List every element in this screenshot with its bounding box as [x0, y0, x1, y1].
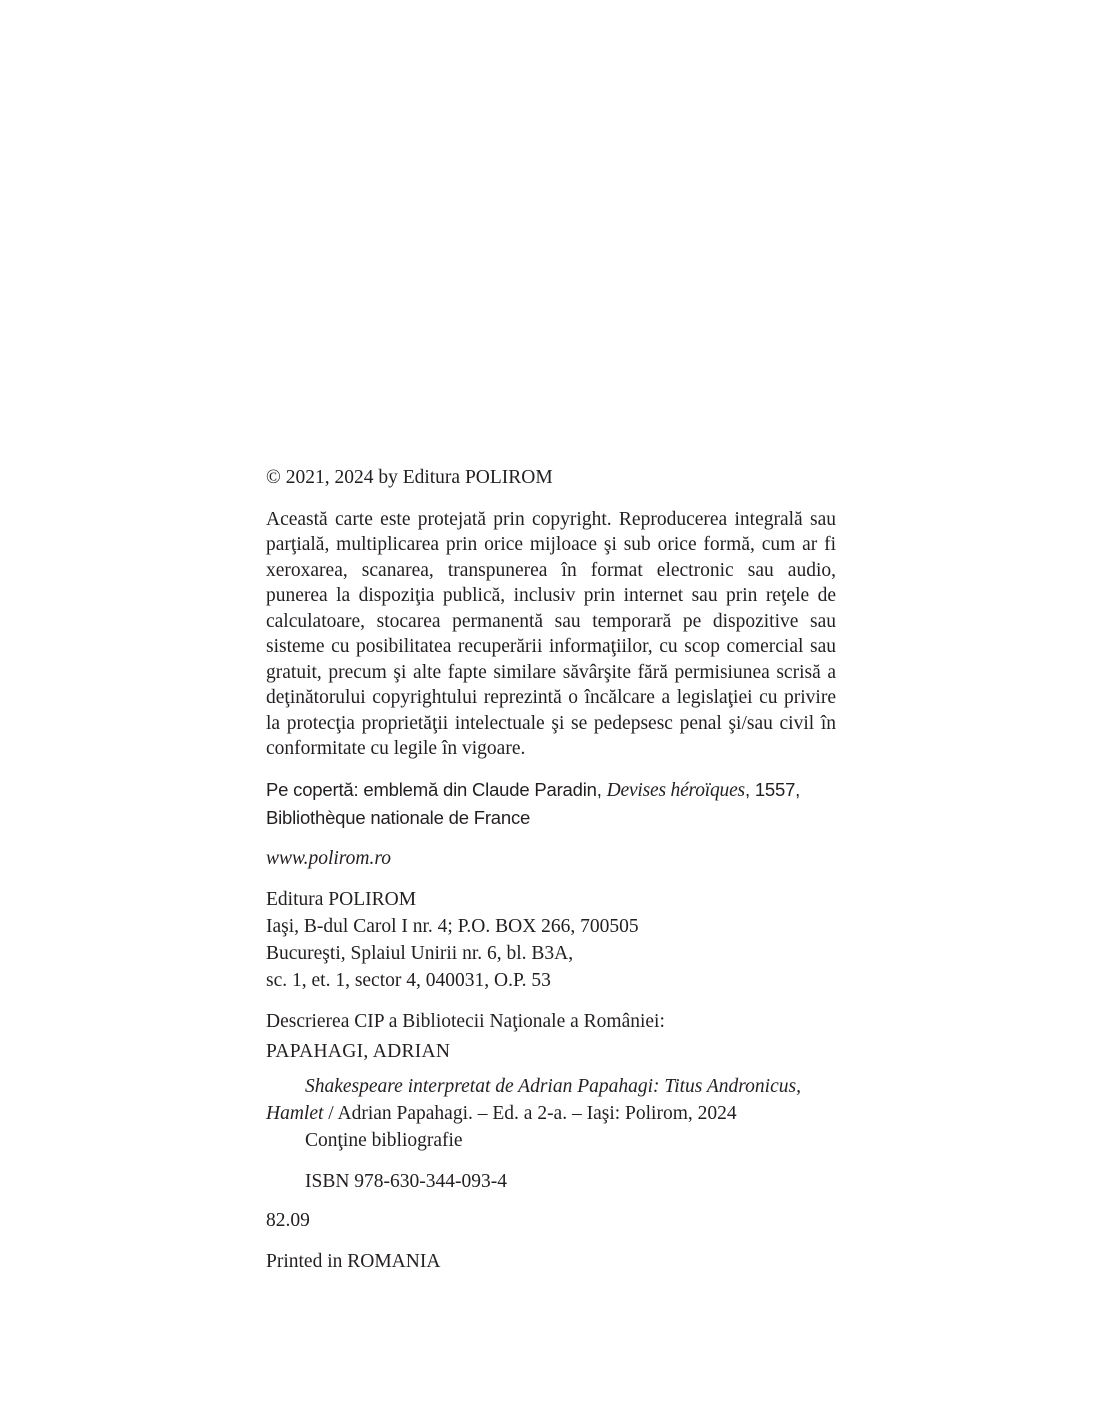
isbn: ISBN 978-630-344-093-4 [305, 1170, 508, 1192]
address-iasi: Iaşi, B-dul Carol I nr. 4; P.O. BOX 266, 700505 [266, 916, 639, 937]
cover-credit [266, 776, 836, 831]
printed-in: Printed in ROMANIA [266, 1250, 441, 1272]
cip-note: Conţine bibliografie [305, 1129, 463, 1151]
rights-notice: Această carte este protejată prin copyright. Reproducerea integrală sau parţială, multiplicarea prin orice mijloace şi sub orice formă, cum ar fi xeroxarea, scanarea, transpunerea în format electronic sau audio, punerea la dispoziţia publică, inclusiv prin internet sau prin reţele de calculatoare, stocarea permanentă sau temporară pe dispozitive sau sisteme cu posibilitatea recuperării informaţiilor, cu scop comercial sau gratuit, precum şi alte fapte similare săvârşite fără permisiunea scrisă a deţinătorului copyrightului reprezintă o încălcare a legislaţiei cu privire la protecţia proprietăţii intelectuale şi se pedepsesc penal şi/sau civil în conformitate cu legile în vigoare. [266, 508, 836, 759]
copyright-notice: © 2021, 2024 by Editura POLIROM [266, 467, 553, 488]
publisher-name: Editura POLIROM [266, 889, 417, 910]
cip-title-hamlet: Hamlet [266, 1102, 324, 1124]
publisher-address-block [266, 886, 836, 994]
cip-title-rest: / Adrian Papahagi. – Ed. a 2-a. – Iaşi: Polirom, 2024 [323, 1102, 737, 1124]
address-bucuresti-line1: Bucureşti, Splaiul Unirii nr. 6, bl. B3A, [266, 943, 574, 964]
copyright-page [266, 465, 836, 1274]
address-bucuresti-line2: sc. 1, et. 1, sector 4, 040031, O.P. 53 [266, 970, 551, 991]
cover-credit-suffix: , 1557, [744, 778, 801, 800]
cip-heading: Descrierea CIP a Bibliotecii Naţionale a României: [266, 1011, 665, 1032]
cover-credit-prefix: Pe copertă: emblemă din Claude Paradin, [266, 778, 607, 800]
cover-credit-source: Bibliothèque nationale de France [266, 806, 531, 828]
cover-credit-work: Devises héroïques [606, 779, 745, 801]
publisher-website: www.polirom.ro [266, 847, 391, 869]
cip-title-line2 [266, 1100, 836, 1127]
cip-title-line1: Shakespeare interpretat de Adrian Papahagi: Titus Andronicus, [305, 1075, 801, 1097]
cip-author: PAPAHAGI, ADRIAN [266, 1041, 451, 1062]
cip-entry [266, 1073, 836, 1154]
classification-code: 82.09 [266, 1210, 310, 1231]
